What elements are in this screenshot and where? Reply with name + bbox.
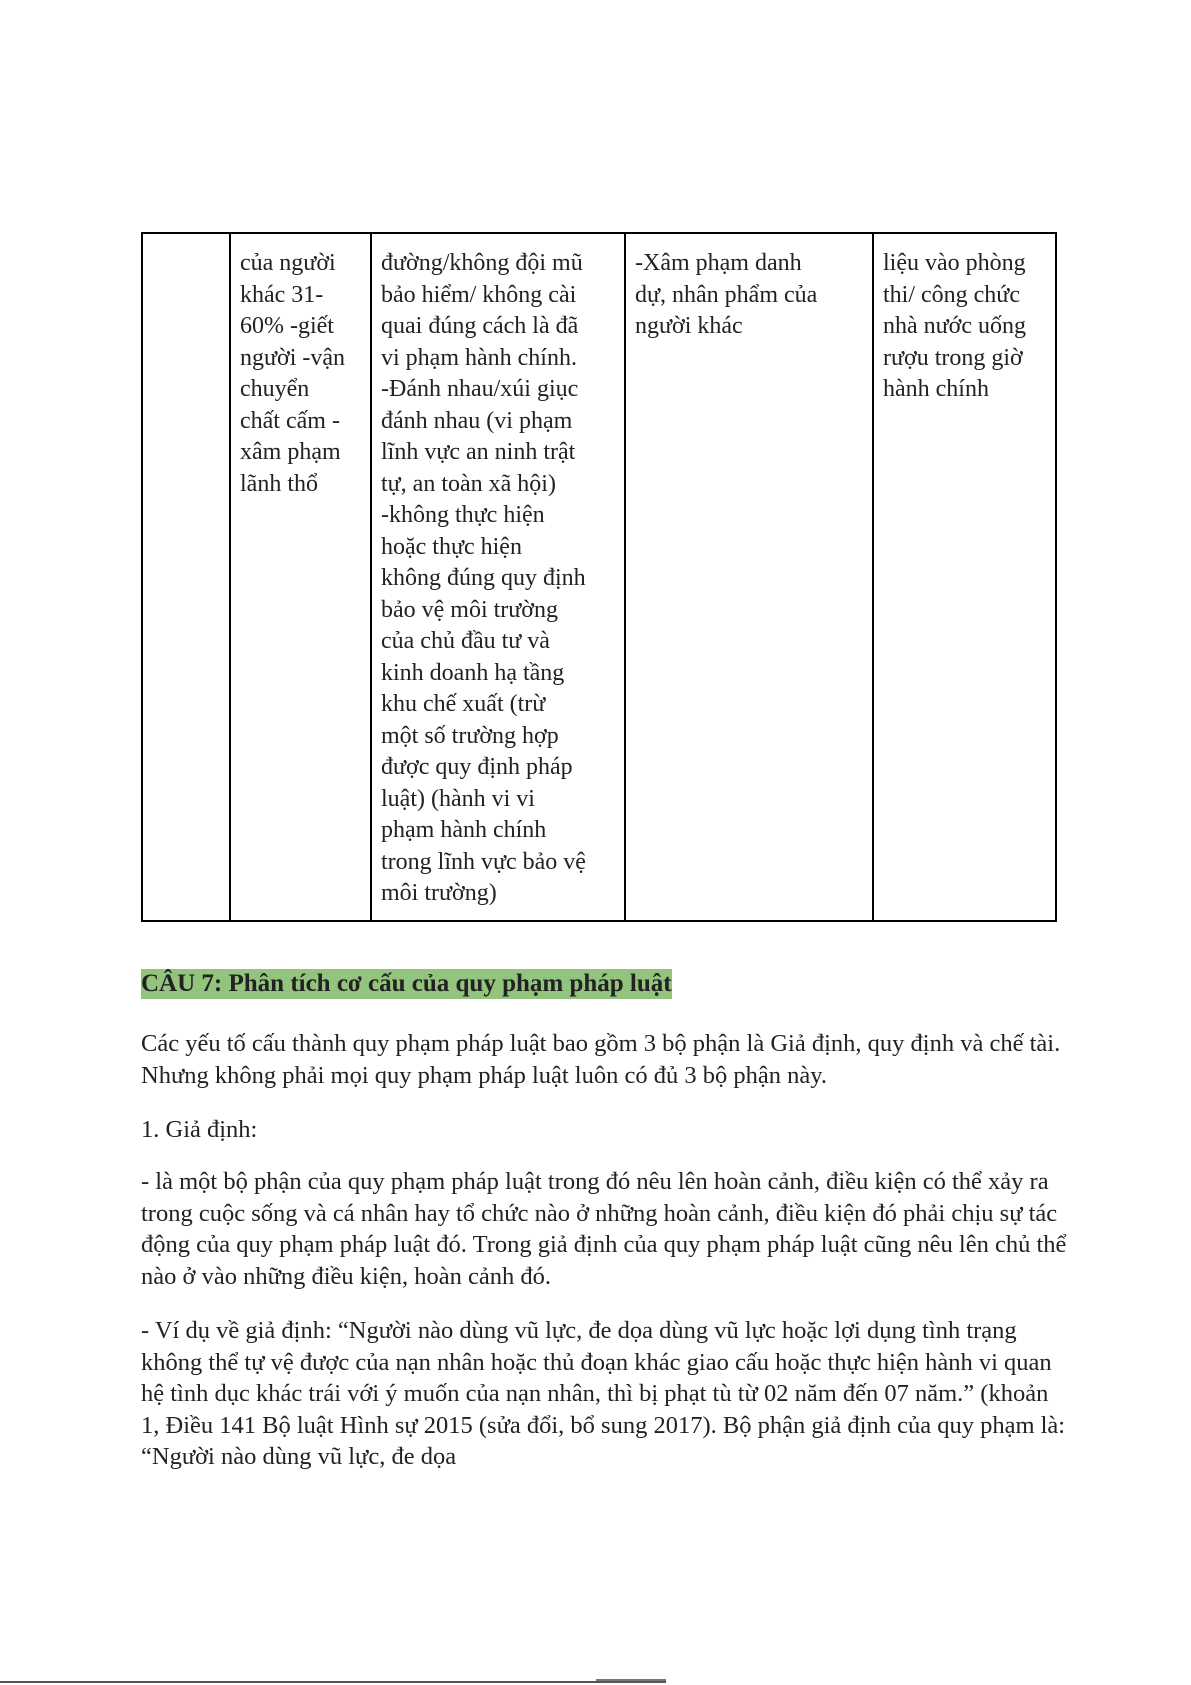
section-heading-text: CÂU 7: Phân tích cơ cấu của quy phạm pháp luật: [141, 970, 672, 997]
cell-text: đường/không đội mũ bảo hiểm/ không cài quai đúng cách là đã vi phạm hành chính. -Đánh nhau/xúi giục đánh nhau (vi phạm lĩnh vực an ninh trật tự, an toàn xã hội) -không thực hiện hoặc thực hiện không đúng quy định bảo vệ môi trường của chủ đầu tư và kinh doanh hạ tầng khu chế xuất (trừ một số trường hợp được quy định pháp luật) (hành vi vi phạm hành chính trong lĩnh vực bảo vệ môi trường): [381, 250, 586, 906]
table-cell: [873, 233, 1056, 921]
cell-text: của người khác 31- 60% -giết người -vận chuyển chất cấm - xâm phạm lãnh thổ: [240, 250, 346, 497]
table-cell: [625, 233, 873, 921]
paragraph: - Ví dụ về giả định: “Người nào dùng vũ lực, đe dọa dùng vũ lực hoặc lợi dụng tình trạng không thể tự vệ được của nạn nhân hoặc thủ đoạn khác giao cấu hoặc thực hiện hành vi quan hệ tình dục khác trái với ý muốn của nạn nhân, thì bị phạt tù từ 02 năm đến 07 năm.” (khoản 1, Điều 141 Bộ luật Hình sự 2015 (sửa đổi, bổ sung 2017). Bộ phận giả định của quy phạm là: “Người nào dùng vũ lực, đe dọa: [141, 1317, 1066, 1470]
paragraph: 1. Giả định:: [141, 1116, 258, 1143]
table-cell: [230, 233, 371, 921]
table-cell: [142, 233, 230, 921]
paragraph: Các yếu tố cấu thành quy phạm pháp luật bao gồm 3 bộ phận là Giả định, quy định và chế tài. Nhưng không phải mọi quy phạm pháp luật luôn có đủ 3 bộ phận này.: [141, 1030, 1061, 1089]
section-heading: [141, 968, 672, 1000]
footer-divider: [0, 1681, 666, 1683]
footer-divider: [596, 1679, 666, 1681]
paragraph: - là một bộ phận của quy phạm pháp luật trong đó nêu lên hoàn cảnh, điều kiện có thể xảy ra trong cuộc sống và cá nhân hay tổ chức nào ở những hoàn cảnh, điều kiện đó phải chịu sự tác động của quy phạm pháp luật đó. Trong giả định của quy phạm pháp luật cũng nêu lên chủ thể nào ở vào những điều kiện, hoàn cảnh đó.: [141, 1168, 1067, 1290]
cell-text: -Xâm phạm danh dự, nhân phẩm của người khác: [635, 250, 818, 339]
cell-text: liệu vào phòng thi/ công chức nhà nước uống rượu trong giờ hành chính: [883, 250, 1027, 402]
violations-table: [141, 232, 1057, 922]
table-row: [142, 233, 1056, 921]
table-cell: [371, 233, 625, 921]
